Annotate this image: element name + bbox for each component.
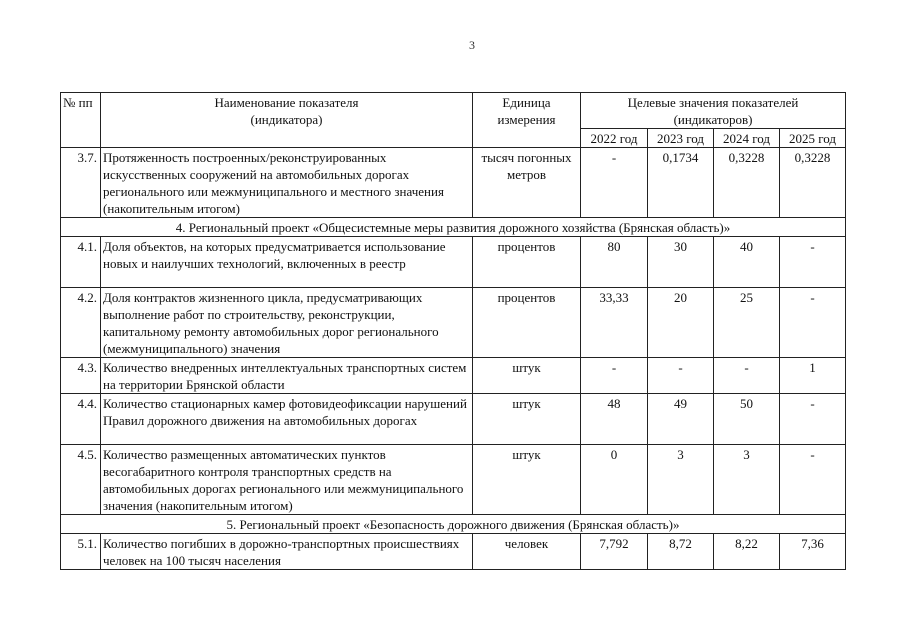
header-year: 2024 год [714,129,780,148]
header-year: 2025 год [780,129,846,148]
value-2022: - [581,148,648,218]
section-row [61,218,846,237]
table-row [61,358,846,394]
value-2023: 8,72 [648,534,714,570]
value-2024: 40 [714,237,780,288]
value-2025: 7,36 [780,534,846,570]
header-unit-line1: Единица [502,95,551,110]
value-2022: - [581,358,648,394]
section-title: 4. Региональный проект «Общесистемные меры развития дорожного хозяйства (Брянская область)» [61,218,846,237]
value-2023: 20 [648,288,714,358]
header-year: 2023 год [648,129,714,148]
header-row [61,93,846,129]
unit: тысяч погонных метров [473,148,581,218]
value-2025: - [780,288,846,358]
value-2023: 49 [648,394,714,445]
value-2025: - [780,445,846,515]
header-name-line2: (индикатора) [250,112,323,127]
value-2022: 48 [581,394,648,445]
header-num: № пп [61,93,101,148]
row-number: 4.3. [61,358,101,394]
header-target [581,93,846,129]
row-number: 4.4. [61,394,101,445]
value-2022: 0 [581,445,648,515]
unit: человек [473,534,581,570]
indicator-name: Протяженность построенных/реконструированных искусственных сооружений на автомобильных дорогах регионального или межмуниципального и местного значения (накопительным итогом) [101,148,473,218]
table-row [61,445,846,515]
value-2023: 30 [648,237,714,288]
table-row [61,394,846,445]
row-number: 5.1. [61,534,101,570]
header-unit-line2: измерения [497,112,556,127]
indicator-name: Количество внедренных интеллектуальных транспортных систем на территории Брянской области [101,358,473,394]
value-2023: 3 [648,445,714,515]
value-2022: 7,792 [581,534,648,570]
value-2024: 0,3228 [714,148,780,218]
table-row [61,237,846,288]
unit: процентов [473,288,581,358]
table-row [61,288,846,358]
value-2024: 50 [714,394,780,445]
header-name-line1: Наименование показателя [214,95,359,110]
value-2023: 0,1734 [648,148,714,218]
table-row [61,148,846,218]
unit: штук [473,358,581,394]
indicator-name: Доля объектов, на которых предусматривается использование новых и наилучших технологий, включенных в реестр [101,237,473,288]
header-target-line1: Целевые значения показателей [627,95,799,110]
section-title: 5. Региональный проект «Безопасность дорожного движения (Брянская область)» [61,515,846,534]
unit: процентов [473,237,581,288]
value-2024: - [714,358,780,394]
table-row [61,534,846,570]
page-number: 3 [469,38,475,52]
value-2024: 25 [714,288,780,358]
unit: штук [473,445,581,515]
value-2022: 80 [581,237,648,288]
unit: штук [473,394,581,445]
row-number: 4.1. [61,237,101,288]
value-2025: 0,3228 [780,148,846,218]
header-target-line2: (индикаторов) [673,112,753,127]
row-number: 4.5. [61,445,101,515]
section-row [61,515,846,534]
value-2022: 33,33 [581,288,648,358]
row-number: 3.7. [61,148,101,218]
value-2025: - [780,237,846,288]
value-2024: 3 [714,445,780,515]
row-number: 4.2. [61,288,101,358]
header-name [101,93,473,148]
indicators-table [60,92,846,570]
value-2024: 8,22 [714,534,780,570]
value-2025: - [780,394,846,445]
value-2025: 1 [780,358,846,394]
value-2023: - [648,358,714,394]
header-unit [473,93,581,148]
indicator-name: Количество погибших в дорожно-транспортных происшествиях человек на 100 тысяч населения [101,534,473,570]
indicator-name: Доля контрактов жизненного цикла, предусматривающих выполнение работ по строительству, реконструкции, капитальному ремонту автомобильных дорог регионального (межмуниципального) значения [101,288,473,358]
header-year: 2022 год [581,129,648,148]
indicator-name: Количество стационарных камер фотовидеофиксации нарушений Правил дорожного движения на автомобильных дорогах [101,394,473,445]
indicator-name: Количество размещенных автоматических пунктов весогабаритного контроля транспортных средств на автомобильных дорогах регионального или межмуниципального значения (накопительным итогом) [101,445,473,515]
